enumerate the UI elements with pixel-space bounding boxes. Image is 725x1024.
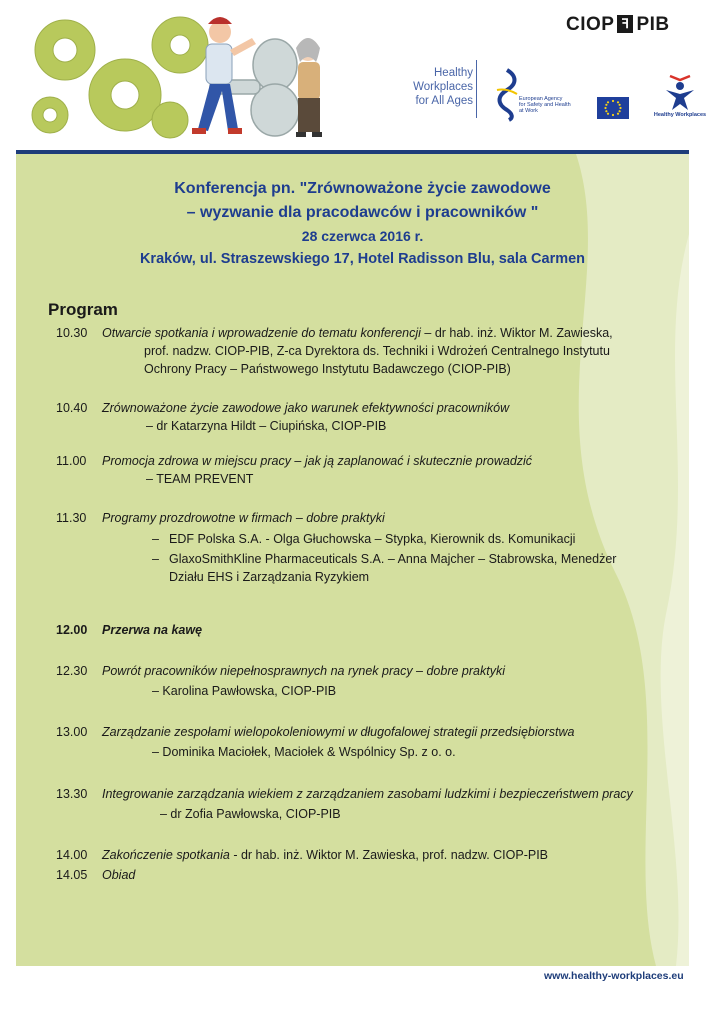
campaign-line: Workplaces [413, 81, 473, 93]
conference-venue: Kraków, ul. Straszewskiego 17, Hotel Radisson Blu, sala Carmen [139, 251, 586, 267]
item-speaker: – dr Katarzyna Hildt – Ciupińska, CIOP-PIB [146, 419, 387, 433]
item-speaker: – Dominika Maciołek, Maciołek & Wspólnicy Sp. z o. o. [152, 745, 456, 759]
item-speaker: – dr Zofia Pawłowska, CIOP-PIB [160, 807, 341, 821]
page-header [0, 0, 725, 152]
item-speaker: - dr hab. inż. Wiktor M. Zawieska, prof. nadzw. CIOP-PIB [229, 848, 549, 862]
conference-title-line2: – wyzwanie dla pracodawców i pracowników " [186, 204, 539, 221]
item-title: Zarządzanie zespołami wielopokoleniowymi w długofalowej strategii przedsiębiorstwa [102, 725, 575, 739]
item-title: Zrównoważone życie zawodowe jako warunek efektywności pracowników [102, 401, 510, 415]
conference-title-line1: Konferencja pn. "Zrównoważone życie zawodowe [174, 180, 551, 197]
campaign-line: for All Ages [415, 95, 473, 107]
gears-illustration [20, 10, 360, 150]
item-time: 13.00 [56, 725, 88, 739]
item-title: Zakończenie spotkania [102, 848, 230, 862]
elderly-figure [296, 38, 322, 137]
item-detail-line: prof. nadzw. CIOP-PIB, Z-ca Dyrektora ds. Techniki i Wdrożeń Centralnego Instytutu [144, 344, 610, 358]
item-detail-line: Ochrony Pracy – Państwowego Instytutu Badawczego (CIOP-PIB) [144, 362, 511, 376]
item-time: 10.30 [56, 326, 88, 340]
agency-line: for Safety and Health [519, 102, 571, 108]
item-time: 14.05 [56, 868, 88, 882]
bullet-item-continuation: Działu EHS i Zarządzania Ryzykiem [169, 570, 370, 584]
bullet-item: EDF Polska S.A. - Olga Głuchowska – Stypka, Kierownik ds. Komunikacji [169, 532, 576, 546]
item-title: Obiad [102, 868, 136, 882]
item-time: 12.30 [56, 664, 88, 678]
eu-osha-logo [489, 66, 589, 120]
eu-flag-icon [597, 97, 629, 119]
bullet-dash-icon: – [152, 532, 159, 546]
ciop-pib-logo [566, 14, 670, 36]
item-title: Programy prozdrowotne w firmach – dobre praktyki [102, 511, 385, 525]
item-speaker: – dr hab. inż. Wiktor M. Zawieska, [420, 326, 613, 340]
item-title: Integrowanie zarządzania wiekiem z zarządzaniem zasobami ludzkimi i bezpieczeństwem pracy [102, 787, 633, 801]
item-time: 11.00 [56, 454, 87, 468]
hw-logo-caption: Healthy Workplaces [653, 112, 707, 118]
healthy-workplaces-logo [652, 72, 708, 122]
item-time: 11.30 [56, 511, 87, 525]
item-title: Przerwa na kawę [102, 623, 203, 637]
item-time: 13.30 [56, 787, 88, 801]
program-heading: Program [48, 300, 118, 319]
campaign-logo-text [403, 66, 473, 108]
ciop-logo-right: PIB [636, 14, 670, 35]
ciop-mark-icon: ꟻ [617, 15, 633, 33]
item-title: Promocja zdrowa w miejscu pracy – jak ją zaplanować i skutecznie prowadzić [102, 454, 533, 468]
conference-date: 28 czerwca 2016 r. [301, 228, 424, 244]
item-speaker: – TEAM PREVENT [146, 472, 254, 486]
item-title: Otwarcie spotkania i wprowadzenie do tematu konferencji [102, 326, 421, 340]
item-time: 10.40 [56, 401, 88, 415]
person-star-icon [652, 72, 708, 112]
item-title: Powrót pracowników niepełnosprawnych na rynek pracy – dobre praktyki [102, 664, 505, 678]
ciop-logo-left: CIOP [566, 14, 615, 35]
agency-line: European Agency [519, 96, 563, 102]
logo-divider [476, 60, 477, 118]
bullet-item: GlaxoSmithKline Pharmaceuticals S.A. – Anna Majcher – Stabrowska, Menedżer [169, 552, 617, 566]
campaign-line: Healthy [434, 67, 473, 79]
item-time: 14.00 [56, 848, 88, 862]
bullet-dash-icon: – [152, 552, 159, 566]
agency-line: at Work [519, 108, 538, 114]
item-speaker: – Karolina Pawłowska, CIOP-PIB [152, 684, 337, 698]
item-time: 12.00 [56, 623, 88, 637]
footer-website-link[interactable]: www.healthy-workplaces.eu [544, 970, 684, 982]
